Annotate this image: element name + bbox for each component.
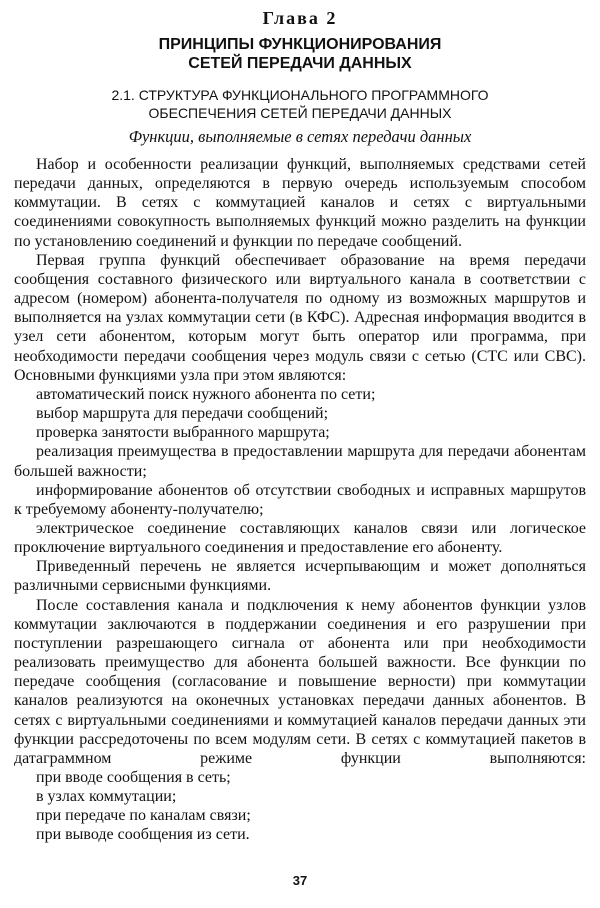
- paragraph-note: Приведенный перечень не является исчерпывающим и может дополняться различными сервисными функциями.: [14, 558, 586, 595]
- list-item: реализация преимущества в предоставлении маршрута для передачи абонентам большей важности;: [14, 443, 586, 480]
- chapter-label: Глава 2: [262, 8, 338, 28]
- list-item: при выводе сообщения из сети.: [36, 826, 250, 844]
- section-title-line-2: ОБЕСПЕЧЕНИЯ СЕТЕЙ ПЕРЕДАЧИ ДАННЫХ: [148, 105, 452, 121]
- paragraph-first-group: Первая группа функций обеспечивает образование на время передачи сообщения составного физического или виртуального канала в соответствии с адресом (номером) абонента-получателя по одному из возможных маршрутов и выполняется на узлах коммутации сети (в КФС). Адресная информация вводится в узел сети абонентом, которым могут быть оператор или программа, при необходимости передачи сообщения через модуль связи с сетью (СТС или СВС). Основными функциями узла при этом являются:: [14, 251, 586, 384]
- chapter-title-line-2: СЕТЕЙ ПЕРЕДАЧИ ДАННЫХ: [188, 55, 412, 72]
- section-title: [0, 86, 600, 122]
- list-item: электрическое соединение составляющих каналов связи или логическое проключение виртуального соединения и предоставление его абоненту.: [14, 519, 586, 557]
- list-item: при вводе сообщения в сеть;: [36, 769, 231, 786]
- list-item: выбор маршрута для передачи сообщений;: [36, 405, 329, 423]
- paragraph-second-group: После составления канала и подключения к нему абонентов функции узлов коммутации заключаются в поддержании соединения и его разрушении при поступлении разрешающего сигнала от абонента или при необходимости реализовать преимущество для абонента большей важности. Все функции по передаче сообщения (согласование и повышение верности) при коммутации каналов реализуются на оконечных установках передачи данных абонентов. В сетях с виртуальными соединениями и коммутацией каналов передачи данных эти функции рассредоточены по всем модулям сети. В сетях с коммутацией пакетов в датаграммном режиме функции выполняются:: [14, 596, 586, 767]
- list-item: в узлах коммутации;: [36, 788, 177, 806]
- page-number: 37: [292, 873, 308, 888]
- paragraph-intro: Набор и особенности реализации функций, выполняемых средствами сетей передачи данных, определяются в первую очередь используемым способом коммутации. В сетях с коммутацией каналов и сетях с виртуальными соединениями совокупность выполняемых функций можно разделить на функции по установлению соединений и функции по передаче сообщений.: [14, 156, 586, 250]
- subsection-title: Функции, выполняемые в сетях передачи данных: [128, 127, 472, 146]
- list-item: автоматический поиск нужного абонента по сети;: [36, 385, 376, 403]
- section-title-line-1: 2.1. СТРУКТУРА ФУНКЦИОНАЛЬНОГО ПРОГРАММНОГО: [111, 87, 489, 103]
- list-item: проверка занятости выбранного маршрута;: [36, 424, 330, 442]
- list-item: информирование абонентов об отсутствии свободных и исправных маршрутов к требуемому абоненту-получателю;: [14, 481, 586, 518]
- list-item: при передаче по каналам связи;: [36, 807, 251, 825]
- chapter-title-line-1: ПРИНЦИПЫ ФУНКЦИОНИРОВАНИЯ: [158, 36, 442, 53]
- chapter-title: [0, 35, 600, 73]
- body-text: [14, 155, 586, 845]
